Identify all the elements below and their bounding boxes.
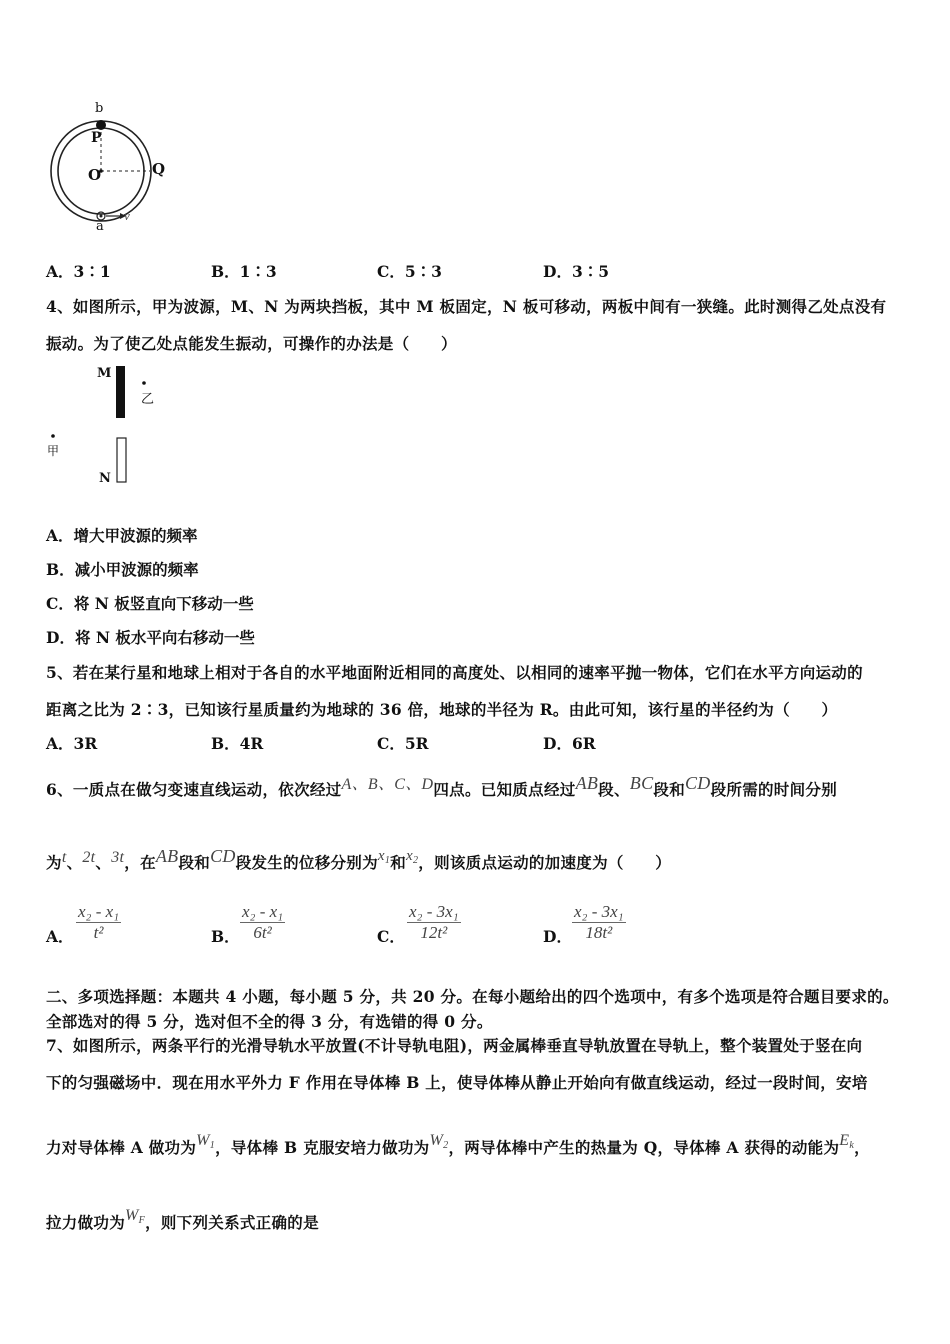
q6-option-d-key[interactable]: D． <box>543 927 572 946</box>
label-p: P <box>91 130 102 146</box>
label-m: M <box>97 366 112 381</box>
q6-option-b-key[interactable]: B． <box>211 927 240 946</box>
label-v: v <box>124 208 130 223</box>
q5-stem-line2: 距离之比为 2∶3，已知该行星质量约为地球的 36 倍，地球的半径为 R。由此可知，该行星的半径约为（ ） <box>46 700 838 719</box>
q6-option-a-key[interactable]: A． <box>46 927 74 946</box>
q6-option-c-key[interactable]: C． <box>377 927 405 946</box>
label-b: b <box>95 101 104 116</box>
q6-option-a-fraction[interactable]: $\frac{\text{x₂ - x₁}}{\text{t²}}$ <box>78 902 120 942</box>
label-jia: 甲 <box>47 444 60 458</box>
q6-stem-line2: 为t、2t、3t，在AB段和CD段发生的位移分别为$x_1$和$x_2$，则该质点运动的加速度为（ ） <box>46 846 672 872</box>
q6-option-c-fraction[interactable]: $\frac{\text{x₂ - 3x₁}}{\text{12t²}}$ <box>409 902 459 942</box>
q5-option-b[interactable]: B．4R <box>211 734 264 753</box>
q7-stem-line1: 7、如图所示，两条平行的光滑导轨水平放置(不计导轨电阻)，两金属棒垂直导轨放置在导轨上，整个装置处于竖在向 <box>46 1036 863 1055</box>
q6-option-d-fraction[interactable]: $\frac{\text{x₂ - 3x₁}}{\text{18t²}}$ <box>574 902 624 942</box>
label-yi: 乙 <box>141 392 155 407</box>
q7-stem-line4: 拉力做功为$W_F$，则下列关系式正确的是 <box>46 1207 319 1232</box>
label-o: O <box>88 166 102 184</box>
q5-stem-line1: 5、若在某行星和地球上相对于各自的水平地面附近相同的高度处、以相同的速率平抛一物体，它们在水平方向运动的 <box>46 663 863 682</box>
label-q: Q <box>152 160 166 178</box>
q5-option-c[interactable]: C．5R <box>377 734 429 753</box>
q4-option-c[interactable]: C．将 N 板竖直向下移动一些 <box>46 594 254 613</box>
q5-option-d[interactable]: D．6R <box>543 734 596 753</box>
label-n: N <box>99 471 111 486</box>
q3-option-b[interactable]: B．1∶3 <box>211 262 277 281</box>
q7-stem-line3: 力对导体棒 A 做功为$W_1$，导体棒 B 克服安培力做功为$W_2$，两导体棒中产生的热量为 Q，导体棒 A 获得的动能为$E_k$， <box>46 1132 870 1157</box>
q3-option-c[interactable]: C．5∶3 <box>377 262 442 281</box>
q4-option-d[interactable]: D．将 N 板水平向右移动一些 <box>46 628 255 647</box>
q3-option-d[interactable]: D．3∶5 <box>543 262 610 281</box>
label-a: a <box>96 219 104 234</box>
q6-stem-line1: 6、一质点在做匀变速直线运动，依次经过A、B、C、D四点。已知质点经过AB段、BC段和CD段所需的时间分别 <box>46 773 838 799</box>
q4-stem-line2: 振动。为了使乙处点能发生振动，可操作的办法是（ ） <box>46 334 457 353</box>
section2-heading: 二、多项选择题：本题共 4 小题，每小题 5 分，共 20 分。在每小题给出的四个选项中，有多个选项是符合题目要求的。 <box>46 987 899 1006</box>
q4-stem-line1: 4、如图所示，甲为波源，M、N 为两块挡板，其中 M 板固定，N 板可移动，两板中间有一狭缝。此时测得乙处点没有 <box>46 297 887 316</box>
q4-option-b[interactable]: B．减小甲波源的频率 <box>46 560 199 579</box>
q5-option-a[interactable]: A．3R <box>46 734 98 753</box>
q6-option-b-fraction[interactable]: $\frac{\text{x₂ - x₁}}{\text{6t²}}$ <box>242 902 284 942</box>
section2-instructions: 全部选对的得 5 分，选对但不全的得 3 分，有选错的得 0 分。 <box>46 1012 493 1031</box>
q3-option-a[interactable]: A．3∶1 <box>46 262 111 281</box>
q7-stem-line2: 下的匀强磁场中．现在用水平外力 F 作用在导体棒 B 上，使导体棒从静止开始向有做直线运动，经过一段时间，安培 <box>46 1073 868 1092</box>
q4-option-a[interactable]: A．增大甲波源的频率 <box>46 526 198 545</box>
